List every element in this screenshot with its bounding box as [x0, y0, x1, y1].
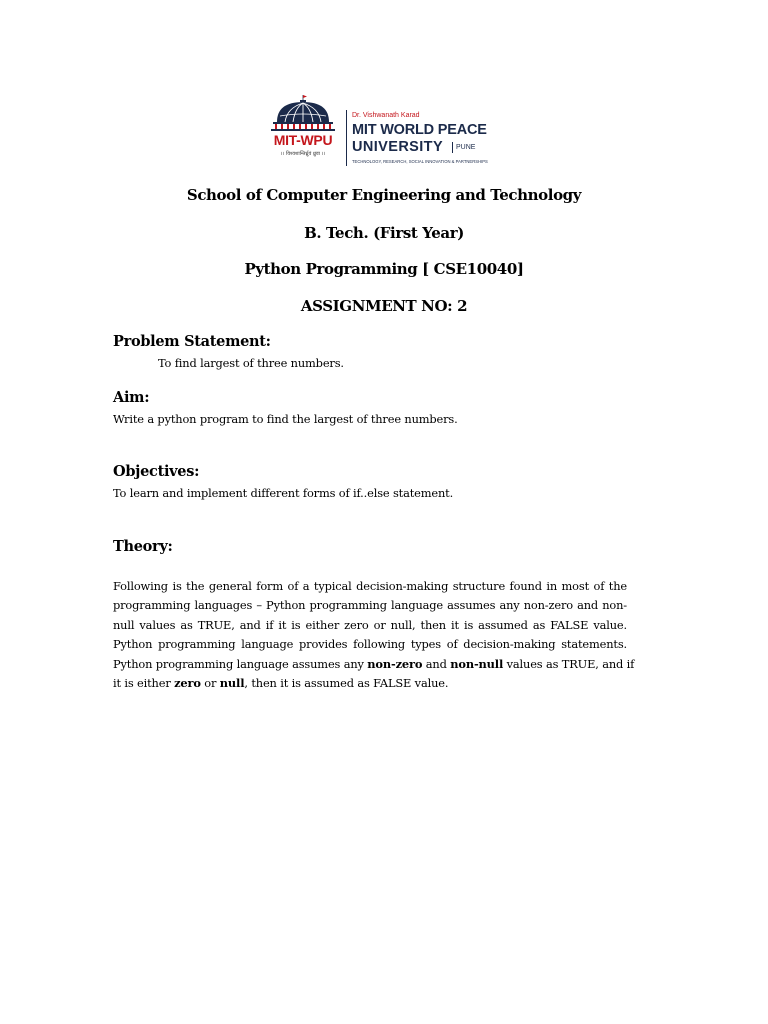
logo-city-divider [452, 142, 453, 153]
dome-icon [267, 94, 339, 134]
theory-text: it is either [113, 676, 175, 691]
logo-tagline: TECHNOLOGY, RESEARCH, SOCIAL INNOVATION & PARTNERSHIPS [352, 159, 488, 164]
theory-line: programming languages – Python programming language assumes any non-zero and non- [113, 598, 627, 613]
theory-line: Python programming language provides following types of decision-making statements. [113, 637, 627, 652]
logo-short-name: MIT-WPU [273, 132, 333, 148]
theory-bold-term: non-null [450, 656, 504, 671]
logo-university-line1: MIT WORLD PEACE [352, 122, 487, 138]
theory-line: Following is the general form of a typical decision-making structure found in most of the [113, 579, 627, 593]
objectives-text: To learn and implement different forms of if..else statement. [113, 486, 454, 500]
logo-divider [346, 110, 347, 166]
aim-title: Aim: [113, 389, 150, 406]
theory-bold-term: zero [174, 676, 201, 691]
theory-text: , then it is assumed as FALSE value. [244, 676, 449, 691]
problem-statement-title: Problem Statement: [113, 333, 271, 350]
theory-line: null values as TRUE, and if it is either zero or null, then it is assumed as FALSE value. [113, 617, 627, 632]
theory-line [113, 674, 627, 693]
program-heading: B. Tech. (First Year) [304, 224, 464, 242]
school-heading: School of Computer Engineering and Technology [186, 186, 582, 204]
course-heading: Python Programming [ CSE10040] [244, 260, 524, 278]
problem-statement-text: To find largest of three numbers. [158, 356, 344, 370]
logo-founder: Dr. Vishwanath Karad [352, 112, 420, 119]
theory-paragraph [113, 577, 635, 693]
theory-text: and [422, 656, 451, 671]
aim-text: Write a python program to find the largest of three numbers. [113, 412, 458, 426]
theory-line [113, 655, 635, 674]
theory-text: Python programming language assumes any [113, 656, 368, 671]
logo-motto: ।। विश्वशान्तिर्ध्रुवं ध्रुवा ।। [280, 151, 326, 157]
logo-wordmark [352, 112, 512, 168]
theory-text: or [200, 676, 220, 691]
objectives-title: Objectives: [113, 463, 200, 480]
logo-university-line2: UNIVERSITY [352, 139, 444, 155]
theory-bold-term: non-zero [367, 656, 423, 671]
theory-text: values as TRUE, and if [503, 656, 635, 671]
university-logo [266, 92, 506, 168]
theory-bold-term: null [219, 676, 245, 691]
logo-emblem [266, 92, 340, 168]
assignment-heading: ASSIGNMENT NO: 2 [300, 297, 468, 315]
logo-city: PUNE [456, 144, 476, 151]
theory-title: Theory: [113, 538, 173, 555]
